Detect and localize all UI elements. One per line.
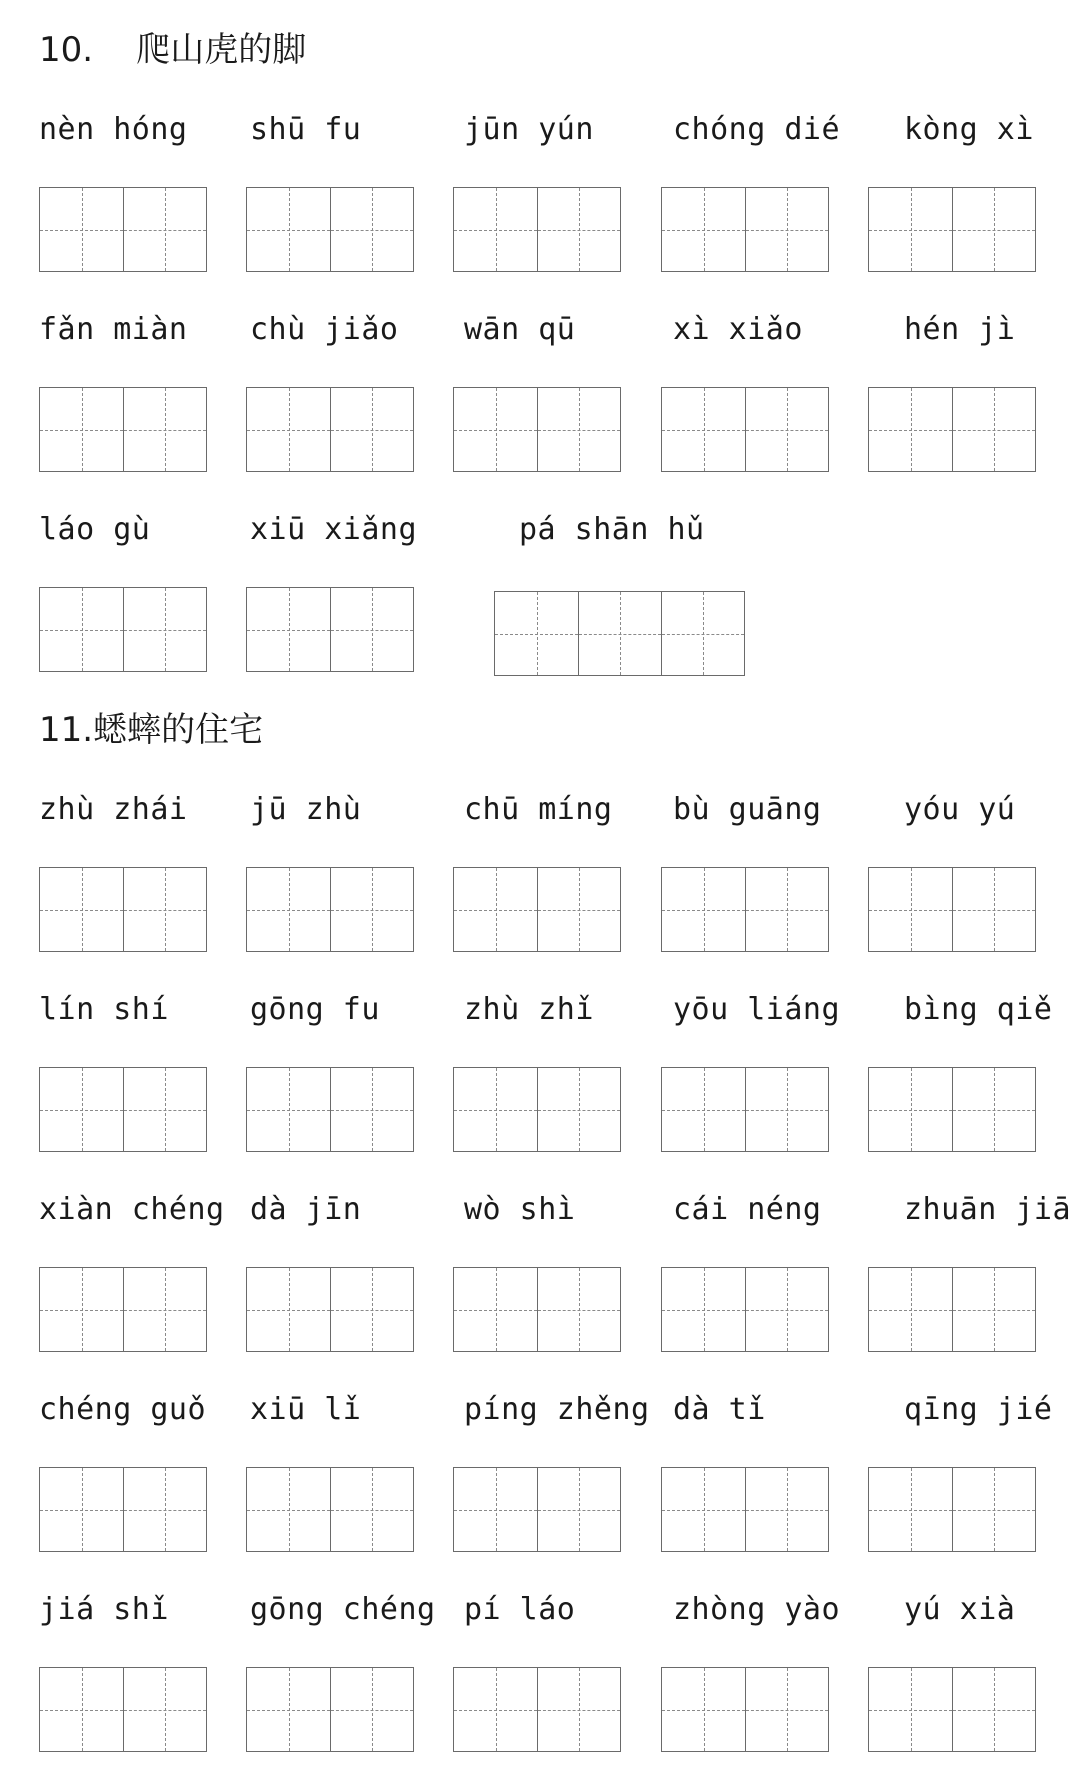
section-title: 11.蟋蟀的住宅 [39, 710, 264, 750]
tianzige-cell[interactable] [745, 1468, 828, 1551]
character-writing-grid[interactable] [661, 1667, 829, 1752]
tianzige-cell[interactable] [454, 388, 537, 471]
tianzige-cell[interactable] [247, 1468, 330, 1551]
tianzige-cell[interactable] [869, 1068, 952, 1151]
character-writing-grid[interactable] [868, 1467, 1036, 1552]
character-writing-grid[interactable] [453, 1667, 621, 1752]
character-writing-grid[interactable] [661, 1467, 829, 1552]
tianzige-cell[interactable] [40, 1668, 123, 1751]
tianzige-cell[interactable] [247, 388, 330, 471]
character-writing-grid[interactable] [661, 1267, 829, 1352]
character-writing-grid[interactable] [39, 187, 207, 272]
tianzige-cell[interactable] [952, 1468, 1035, 1551]
tianzige-cell[interactable] [952, 388, 1035, 471]
character-writing-grid[interactable] [868, 867, 1036, 952]
character-writing-grid[interactable] [868, 1267, 1036, 1352]
character-writing-grid[interactable] [453, 1267, 621, 1352]
pinyin-prompt: yóu yú [904, 792, 1016, 827]
pinyin-prompt: chóng dié [673, 112, 841, 147]
tianzige-cell[interactable] [40, 588, 123, 671]
tianzige-cell[interactable] [40, 1068, 123, 1151]
tianzige-cell[interactable] [454, 188, 537, 271]
tianzige-cell[interactable] [662, 388, 745, 471]
tianzige-cell[interactable] [537, 188, 620, 271]
tianzige-cell[interactable] [454, 1668, 537, 1751]
character-writing-grid[interactable] [39, 1467, 207, 1552]
tianzige-cell[interactable] [247, 588, 330, 671]
pinyin-prompt: jūn yún [464, 112, 594, 147]
tianzige-cell[interactable] [952, 1068, 1035, 1151]
tianzige-cell[interactable] [247, 868, 330, 951]
tianzige-cell[interactable] [745, 868, 828, 951]
pinyin-prompt: pí láo [464, 1592, 576, 1627]
pinyin-prompt: yōu liáng [673, 992, 841, 1027]
character-writing-grid[interactable] [868, 387, 1036, 472]
tianzige-cell[interactable] [661, 592, 744, 675]
tianzige-cell[interactable] [537, 1468, 620, 1551]
tianzige-cell[interactable] [537, 868, 620, 951]
character-writing-grid[interactable] [661, 867, 829, 952]
pinyin-prompt: dà jīn [250, 1192, 362, 1227]
tianzige-cell[interactable] [662, 1068, 745, 1151]
character-writing-grid[interactable] [453, 387, 621, 472]
tianzige-cell[interactable] [952, 1668, 1035, 1751]
pinyin-prompt: xiū xiǎng [250, 512, 418, 547]
tianzige-cell[interactable] [40, 1468, 123, 1551]
tianzige-cell[interactable] [330, 1268, 413, 1351]
tianzige-cell[interactable] [247, 1068, 330, 1151]
character-writing-grid[interactable] [453, 867, 621, 952]
pinyin-prompt: láo gù [39, 512, 151, 547]
tianzige-cell[interactable] [454, 1468, 537, 1551]
pinyin-prompt: wò shì [464, 1192, 576, 1227]
tianzige-cell[interactable] [247, 188, 330, 271]
tianzige-cell[interactable] [662, 868, 745, 951]
pinyin-prompt: bìng qiě [904, 992, 1053, 1027]
character-writing-grid[interactable] [661, 187, 829, 272]
tianzige-cell[interactable] [869, 388, 952, 471]
pinyin-prompt: yú xià [904, 1592, 1016, 1627]
tianzige-cell[interactable] [247, 1668, 330, 1751]
tianzige-cell[interactable] [869, 1668, 952, 1751]
tianzige-cell[interactable] [40, 1268, 123, 1351]
pinyin-prompt: zhuān jiā [904, 1192, 1072, 1227]
character-writing-grid[interactable] [246, 867, 414, 952]
tianzige-cell[interactable] [123, 188, 206, 271]
tianzige-cell[interactable] [952, 1268, 1035, 1351]
tianzige-cell[interactable] [123, 1468, 206, 1551]
pinyin-prompt: qīng jié [904, 1392, 1053, 1427]
character-writing-grid[interactable] [661, 387, 829, 472]
character-writing-grid[interactable] [453, 1067, 621, 1152]
tianzige-cell[interactable] [537, 1668, 620, 1751]
character-writing-grid[interactable] [246, 1067, 414, 1152]
character-writing-grid[interactable] [246, 387, 414, 472]
pinyin-prompt: jiá shǐ [39, 1592, 169, 1627]
character-writing-grid[interactable] [39, 1267, 207, 1352]
tianzige-cell[interactable] [537, 388, 620, 471]
character-writing-grid[interactable] [453, 187, 621, 272]
tianzige-cell[interactable] [123, 388, 206, 471]
tianzige-cell[interactable] [662, 188, 745, 271]
tianzige-cell[interactable] [123, 868, 206, 951]
character-writing-grid[interactable] [39, 867, 207, 952]
pinyin-prompt: nèn hóng [39, 112, 188, 147]
tianzige-cell[interactable] [869, 1468, 952, 1551]
tianzige-cell[interactable] [330, 1068, 413, 1151]
pinyin-prompt: chù jiǎo [250, 312, 399, 347]
tianzige-cell[interactable] [495, 592, 578, 675]
tianzige-cell[interactable] [745, 1668, 828, 1751]
pinyin-prompt: jū zhù [250, 792, 362, 827]
character-writing-grid[interactable] [494, 591, 745, 676]
tianzige-cell[interactable] [662, 1668, 745, 1751]
character-writing-grid[interactable] [868, 1667, 1036, 1752]
pinyin-prompt: pá shān hǔ [519, 512, 705, 547]
tianzige-cell[interactable] [454, 1068, 537, 1151]
character-writing-grid[interactable] [246, 587, 414, 672]
tianzige-cell[interactable] [578, 592, 661, 675]
tianzige-cell[interactable] [537, 1068, 620, 1151]
tianzige-cell[interactable] [247, 1268, 330, 1351]
character-writing-grid[interactable] [661, 1067, 829, 1152]
pinyin-prompt: kòng xì [904, 112, 1034, 147]
pinyin-prompt: zhù zhǐ [464, 992, 594, 1027]
tianzige-cell[interactable] [952, 188, 1035, 271]
tianzige-cell[interactable] [869, 188, 952, 271]
character-writing-grid[interactable] [39, 1667, 207, 1752]
tianzige-cell[interactable] [662, 1268, 745, 1351]
pinyin-prompt: lín shí [39, 992, 169, 1027]
tianzige-cell[interactable] [745, 388, 828, 471]
tianzige-cell[interactable] [330, 1468, 413, 1551]
tianzige-cell[interactable] [123, 1268, 206, 1351]
tianzige-cell[interactable] [537, 1268, 620, 1351]
character-writing-grid[interactable] [39, 1067, 207, 1152]
character-writing-grid[interactable] [246, 1467, 414, 1552]
pinyin-prompt: gōng chéng [250, 1592, 436, 1627]
tianzige-cell[interactable] [123, 1068, 206, 1151]
tianzige-cell[interactable] [330, 1668, 413, 1751]
tianzige-cell[interactable] [330, 188, 413, 271]
tianzige-cell[interactable] [330, 868, 413, 951]
pinyin-prompt: píng zhěng [464, 1392, 650, 1427]
pinyin-prompt: hén jì [904, 312, 1016, 347]
tianzige-cell[interactable] [869, 868, 952, 951]
tianzige-cell[interactable] [952, 868, 1035, 951]
tianzige-cell[interactable] [123, 588, 206, 671]
pinyin-prompt: chéng guǒ [39, 1392, 207, 1427]
tianzige-cell[interactable] [745, 188, 828, 271]
pinyin-prompt: gōng fu [250, 992, 380, 1027]
tianzige-cell[interactable] [330, 388, 413, 471]
pinyin-prompt: xiū lǐ [250, 1392, 362, 1427]
pinyin-prompt: zhù zhái [39, 792, 188, 827]
tianzige-cell[interactable] [123, 1668, 206, 1751]
tianzige-cell[interactable] [330, 588, 413, 671]
pinyin-prompt: dà tǐ [673, 1392, 766, 1427]
pinyin-prompt: fǎn miàn [39, 312, 188, 347]
tianzige-cell[interactable] [745, 1268, 828, 1351]
tianzige-cell[interactable] [869, 1268, 952, 1351]
character-writing-grid[interactable] [39, 587, 207, 672]
pinyin-prompt: cái néng [673, 1192, 822, 1227]
character-writing-grid[interactable] [453, 1467, 621, 1552]
tianzige-cell[interactable] [40, 188, 123, 271]
tianzige-cell[interactable] [662, 1468, 745, 1551]
tianzige-cell[interactable] [745, 1068, 828, 1151]
character-writing-grid[interactable] [246, 187, 414, 272]
pinyin-prompt: bù guāng [673, 792, 822, 827]
pinyin-prompt: zhòng yào [673, 1592, 841, 1627]
character-writing-grid[interactable] [868, 1067, 1036, 1152]
section-title: 10. 爬山虎的脚 [39, 30, 307, 70]
pinyin-prompt: xiàn chéng [39, 1192, 225, 1227]
character-writing-grid[interactable] [39, 387, 207, 472]
tianzige-cell[interactable] [40, 388, 123, 471]
pinyin-prompt: wān qū [464, 312, 576, 347]
tianzige-cell[interactable] [40, 868, 123, 951]
character-writing-grid[interactable] [868, 187, 1036, 272]
pinyin-prompt: chū míng [464, 792, 613, 827]
tianzige-cell[interactable] [454, 1268, 537, 1351]
character-writing-grid[interactable] [246, 1267, 414, 1352]
character-writing-grid[interactable] [246, 1667, 414, 1752]
pinyin-prompt: shū fu [250, 112, 362, 147]
tianzige-cell[interactable] [454, 868, 537, 951]
pinyin-prompt: xì xiǎo [673, 312, 803, 347]
